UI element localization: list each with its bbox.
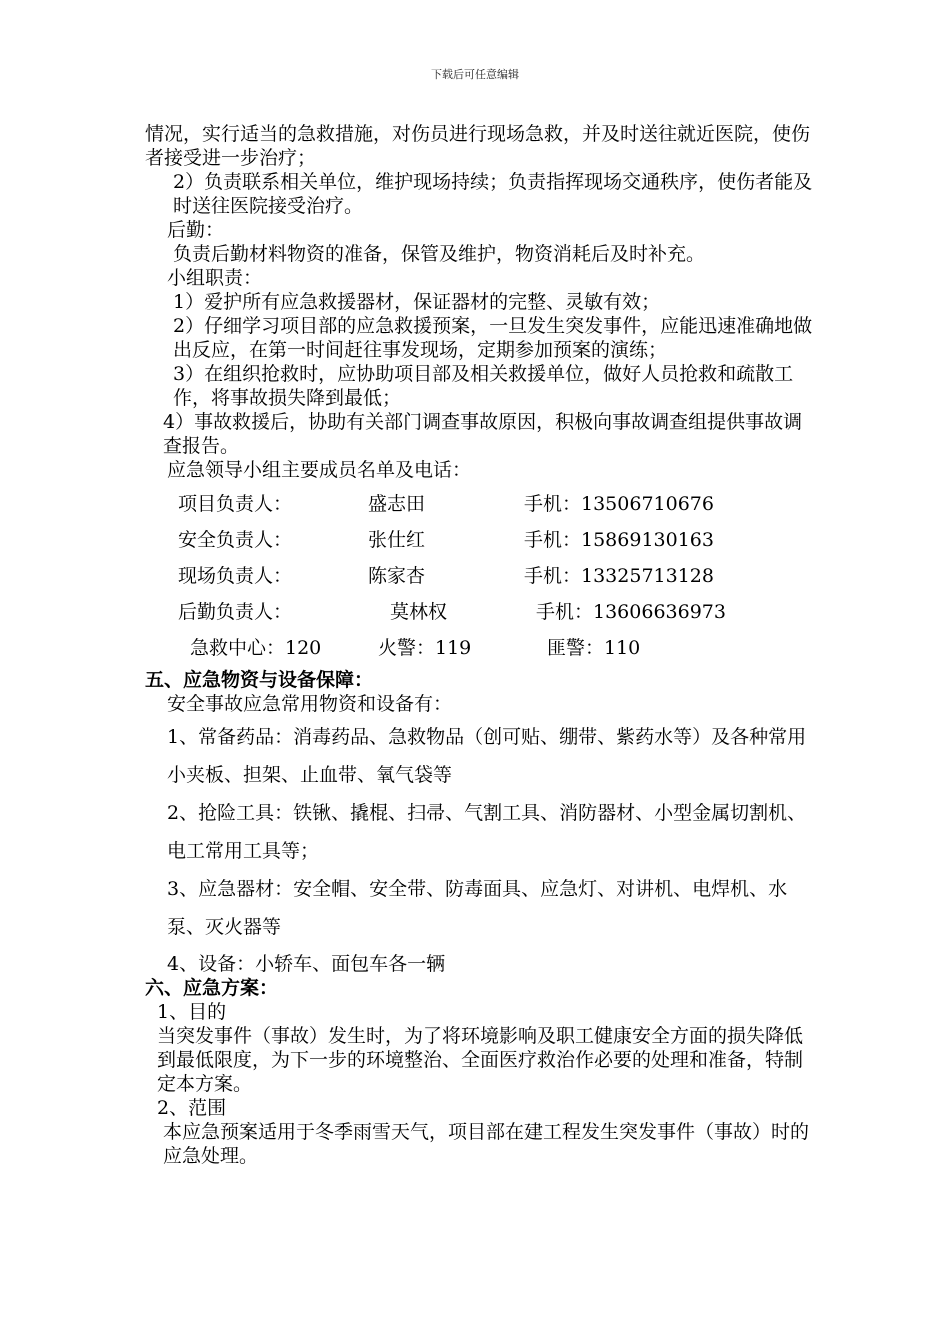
paragraph: 情况，实行适当的急救措施，对伤员进行现场急救，并及时送往就近医院，使伤者接受进一步治疗； [145,123,811,169]
paragraph: 本应急预案适用于冬季雨雪天气，项目部在建工程发生突发事件（事故）时的应急处理。 [163,1121,810,1167]
contact-name: 盛志田 [368,493,426,515]
emergency-numbers [145,630,817,666]
paragraph: 小组职责： [167,267,263,289]
contact-row [145,486,817,522]
contact-row [145,522,817,558]
list-item: 4、设备：小轿车、面包车各一辆 [167,953,446,975]
contact-phone: 手机：13606636973 [536,601,726,623]
paragraph: 2）仔细学习项目部的应急救援预案，一旦发生突发事件，应能迅速准确地做出反应，在第一时间赶往事发现场，定期参加预案的演练； [173,315,813,361]
paragraph: 当突发事件（事故）发生时，为了将环境影响及职工健康安全方面的损失降低到最低限度，为下一步的环境整治、全面医疗救治作必要的处理和准备，特制定本方案。 [157,1025,804,1095]
contact-role: 后勤负责人： [178,601,293,623]
subheading: 2、范围 [157,1097,227,1119]
police-number: 匪警：110 [547,637,641,659]
paragraph: 安全事故应急常用物资和设备有： [167,693,453,715]
contact-role: 安全负责人： [178,529,293,551]
subheading: 1、目的 [157,1001,227,1023]
paragraph: 负责后勤材料物资的准备，保管及维护，物资消耗后及时补充。 [173,243,706,265]
contact-name: 张仕红 [368,529,426,551]
page-header: 下载后可任意编辑 [431,68,519,81]
contact-row [145,594,817,630]
contact-role: 现场负责人： [178,565,293,587]
list-item: 3、应急器材：安全帽、安全带、防毒面具、应急灯、对讲机、电焊机、水泵、灭火器等 [167,878,788,938]
contact-phone: 手机：13506710676 [524,493,714,515]
paragraph: 后勤： [167,219,225,241]
list-item: 2、抢险工具：铁锹、撬棍、扫帚、气割工具、消防器材、小型金属切割机、电工常用工具等； [167,802,807,862]
supplies-list [145,718,817,946]
section-heading: 五、应急物资与设备保障： [145,669,374,691]
contact-row [145,558,817,594]
contact-phone: 手机：13325713128 [524,565,714,587]
contact-name: 陈家杏 [368,565,426,587]
document-body [145,122,817,1168]
fire-number: 火警：119 [378,637,472,659]
paragraph: 2）负责联系相关单位，维护现场持续；负责指挥现场交通秩序，使伤者能及时送往医院接受治疗。 [173,171,813,217]
paragraph: 3）在组织抢救时，应协助项目部及相关救援单位，做好人员抢救和疏散工作，将事故损失降到最低； [173,363,794,409]
first-aid-number: 急救中心：120 [190,637,322,659]
list-item: 1、常备药品：消毒药品、急救物品（创可贴、绷带、紫药水等）及各种常用小夹板、担架、止血带、氧气袋等 [167,726,807,786]
paragraph: 应急领导小组主要成员名单及电话： [167,459,472,481]
contact-list [145,486,817,666]
contact-name: 莫林权 [390,601,448,623]
section-heading: 六、应急方案： [145,977,279,999]
paragraph: 4）事故救援后，协助有关部门调查事故原因，积极向事故调查组提供事故调查报告。 [163,411,803,457]
paragraph: 1）爱护所有应急救援器材，保证器材的完整、灵敏有效； [173,291,661,313]
contact-role: 项目负责人： [178,493,293,515]
contact-phone: 手机：15869130163 [524,529,714,551]
